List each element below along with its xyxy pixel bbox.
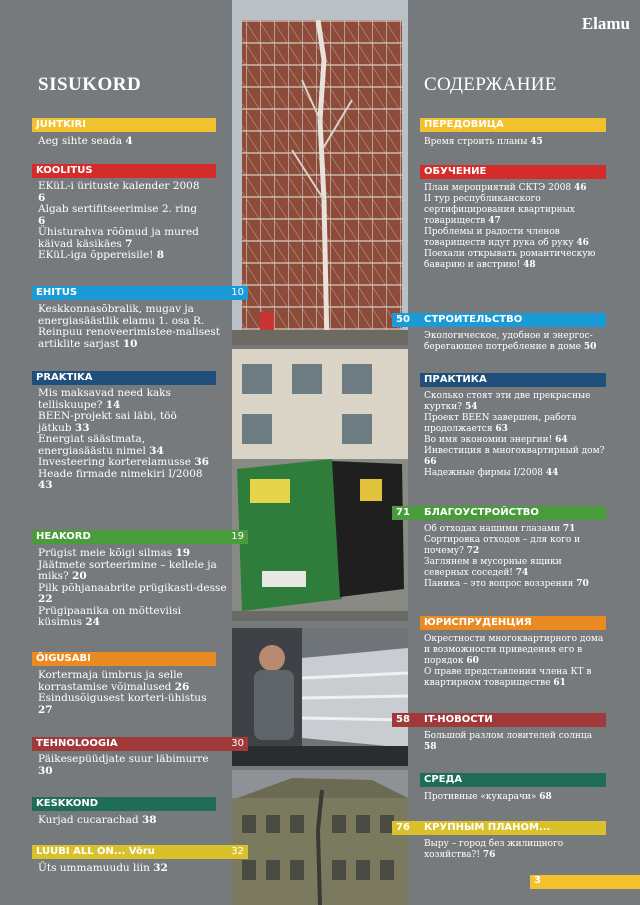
photo-page-number: 30 — [231, 738, 244, 749]
section-list-koolitus — [38, 181, 203, 262]
section-header-yurisprudentsiya: ЮРИСПРУДЕНЦИЯ — [420, 616, 606, 630]
section-list-krupnym-planom — [424, 839, 606, 861]
toc-entry[interactable]: Поехали открывать романтическую баварию и австрию! 48 — [424, 249, 596, 270]
section-header-keskkond: KESKKOND — [32, 797, 216, 811]
photo-page-number: 32 — [231, 846, 244, 857]
toc-entry[interactable]: Об отходах нашими глазами 71 — [424, 524, 576, 534]
toc-entry[interactable]: EKüL-i ürituste kalender 2008 6 — [38, 180, 200, 204]
toc-entry[interactable]: Проект BEEN завершен, работа продолжается 63 — [424, 413, 577, 434]
section-header-oigusabi: ÕIGUSABI — [32, 652, 216, 666]
toc-entry[interactable]: О праве представления члена КТ в квартирном товариществе 61 — [424, 667, 592, 688]
toc-entry[interactable]: Investeering korterelamusse 36 — [38, 456, 209, 468]
section-header-it-novosti — [392, 713, 606, 727]
toc-entry[interactable]: Окрестности многоквартирного дома и возможности приведения его в порядок 60 — [424, 634, 604, 666]
section-header-luubi-all-on — [32, 845, 248, 859]
section-header-koolitus: KOOLITUS — [32, 164, 216, 178]
toc-entry[interactable]: Выру – город без жилищного хозяйства?! 76 — [424, 839, 564, 860]
toc-entry[interactable]: Паника – это вопрос воззрения 70 — [424, 579, 589, 589]
section-list-blagoustroistvo — [424, 524, 606, 590]
section-list-obuchenie — [424, 183, 602, 271]
toc-entry[interactable]: Большой разлом ловителей солнца 58 — [424, 731, 593, 752]
section-header-obuchenie: ОБУЧЕНИЕ — [420, 165, 606, 179]
section-title: БЛАГОУСТРОЙСТВО — [424, 507, 539, 518]
photo-page-number: 76 — [396, 822, 410, 833]
left-page-title: SISUKORD — [38, 74, 142, 95]
section-header-sreda: СРЕДА — [420, 773, 606, 787]
toc-entry[interactable]: Prügipaanika on mõtteviisi küsimus 24 — [38, 604, 181, 628]
photo-page-number: 71 — [396, 507, 410, 518]
toc-entry[interactable]: Algab sertifitseerimise 2. ring 6 — [38, 203, 198, 227]
section-header-ehitus — [32, 286, 248, 300]
toc-entry[interactable]: Сколько стоят эти две прекрасные куртки? 54 — [424, 391, 591, 412]
page-number: 3 — [534, 875, 541, 886]
section-title: TEHNOLOOGIA — [36, 738, 118, 749]
right-page-title: СОДЕРЖАНИЕ — [424, 74, 557, 95]
toc-entry[interactable]: Esindusõigusest korteri-ühistus 27 — [38, 692, 207, 716]
photo-old-wooden-house — [232, 770, 408, 905]
section-list-sreda — [424, 792, 606, 803]
section-header-tehnoloogia — [32, 737, 248, 751]
page-number-bar — [530, 875, 640, 889]
section-list-praktika-ru — [424, 391, 606, 479]
photo-page-number: 19 — [231, 531, 244, 542]
section-list-peredovitsa — [424, 137, 609, 148]
toc-entry[interactable]: Aeg sihte seada 4 — [38, 135, 133, 147]
toc-entry[interactable]: Päikesepüüdjate suur läbimurre 30 — [38, 753, 209, 777]
section-header-krupnym-planom — [392, 821, 606, 835]
section-list-tehnoloogia — [38, 754, 218, 777]
toc-entry[interactable]: BEEN-projekt sai läbi, töö jätkub 33 — [38, 410, 177, 434]
toc-entry[interactable]: II тур республиканского сертифицирования квартирных товариществ 47 — [424, 194, 575, 226]
toc-entry[interactable]: Mis maksavad need kaks telliskuupe? 14 — [38, 387, 171, 411]
section-list-praktika — [38, 388, 213, 492]
toc-entry[interactable]: Сортировка отходов – для кого и почему? 72 — [424, 535, 581, 556]
toc-entry[interactable]: План мероприятий СКТЭ 2008 46 — [424, 183, 587, 193]
toc-entry[interactable]: Заглянем в мусорные ящики северных соседей! 74 — [424, 557, 562, 578]
toc-entry[interactable]: Надежные фирмы I/2008 44 — [424, 468, 559, 478]
magazine-brand: Elamu — [581, 14, 630, 33]
toc-entry[interactable]: Heade firmade nimekiri I/2008 43 — [38, 467, 203, 491]
section-title: СТРОИТЕЛЬСТВО — [424, 314, 523, 325]
toc-entry[interactable]: Во имя экономии энергии! 64 — [424, 435, 568, 445]
section-list-ehitus — [38, 304, 230, 350]
section-list-luubi-all-on — [38, 863, 218, 875]
toc-entry[interactable]: Противные «кукарачи» 68 — [424, 792, 552, 802]
section-header-blagoustroistvo — [392, 506, 606, 520]
toc-entry[interactable]: Экологическое, удобное и энергос-берегающее потребление в доме 50 — [424, 331, 597, 352]
section-title: КРУПНЫМ ПЛАНОМ... — [424, 822, 551, 833]
section-list-heakord — [38, 548, 228, 629]
photo-waste-containers — [232, 349, 408, 621]
toc-entry[interactable]: EKüL-iga õppereisile! 8 — [38, 249, 164, 261]
photo-scaffolding-building — [232, 0, 408, 345]
section-header-stroitelstvo — [392, 313, 606, 327]
section-header-juhtkiri: JUHTKIRI — [32, 118, 216, 132]
section-title: LUUBI ALL ON... Võru — [36, 846, 155, 857]
toc-entry[interactable]: Prügist meie kõigi silmas 19 — [38, 547, 191, 559]
section-header-peredovitsa: ПЕРЕДОВИЦА — [420, 118, 606, 132]
toc-entry[interactable]: Инвестиция в многоквартирный дом? 66 — [424, 446, 605, 467]
toc-entry[interactable]: Время строить планы 45 — [424, 137, 543, 147]
section-list-stroitelstvo — [424, 331, 609, 353]
section-list-it-novosti — [424, 731, 606, 753]
section-list-yurisprudentsiya — [424, 634, 606, 689]
toc-entry[interactable]: Kortermaja ümbrus ja selle korrastamise võimalused 26 — [38, 669, 190, 693]
section-list-oigusabi — [38, 670, 218, 716]
photo-page-number: 50 — [396, 314, 410, 325]
toc-entry[interactable]: Ühisturahva rõõmud ja mured käivad käsikäes 7 — [38, 226, 199, 250]
section-list-keskkond — [38, 815, 218, 827]
photo-page-number: 10 — [231, 287, 244, 298]
section-title: IT-НОВОСТИ — [424, 714, 493, 725]
section-header-praktika-ru: ПРАКТИКА — [420, 373, 606, 387]
toc-entry[interactable]: Üts ummamuudu liin 32 — [38, 862, 168, 874]
photo-page-number: 58 — [396, 714, 410, 725]
section-header-praktika: PRAKTIKA — [32, 371, 216, 385]
section-header-heakord — [32, 530, 248, 544]
toc-entry[interactable]: Pilk põhjanaabrite prügikasti-desse 22 — [38, 581, 227, 605]
toc-entry[interactable]: Проблемы и радости членов товариществ идут рука об руку 46 — [424, 227, 589, 248]
section-title: HEAKORD — [36, 531, 91, 542]
toc-entry[interactable]: Keskkonnasõbralik, mugav ja energiasäästlik elamu 1. osa R. Reinpuu renoveerimistee-malisest artiklite sarjast 10 — [38, 303, 220, 350]
toc-entry[interactable]: Energiat säästmata, energiasäästu nimel 34 — [38, 433, 164, 457]
toc-entry[interactable]: Jäätmete sorteerimine – kellele ja miks? 20 — [38, 558, 217, 582]
section-title: EHITUS — [36, 287, 78, 298]
photo-worker-solar-film — [232, 628, 408, 766]
toc-entry[interactable]: Kurjad cucarachad 38 — [38, 814, 157, 826]
section-list-juhtkiri — [38, 136, 228, 148]
